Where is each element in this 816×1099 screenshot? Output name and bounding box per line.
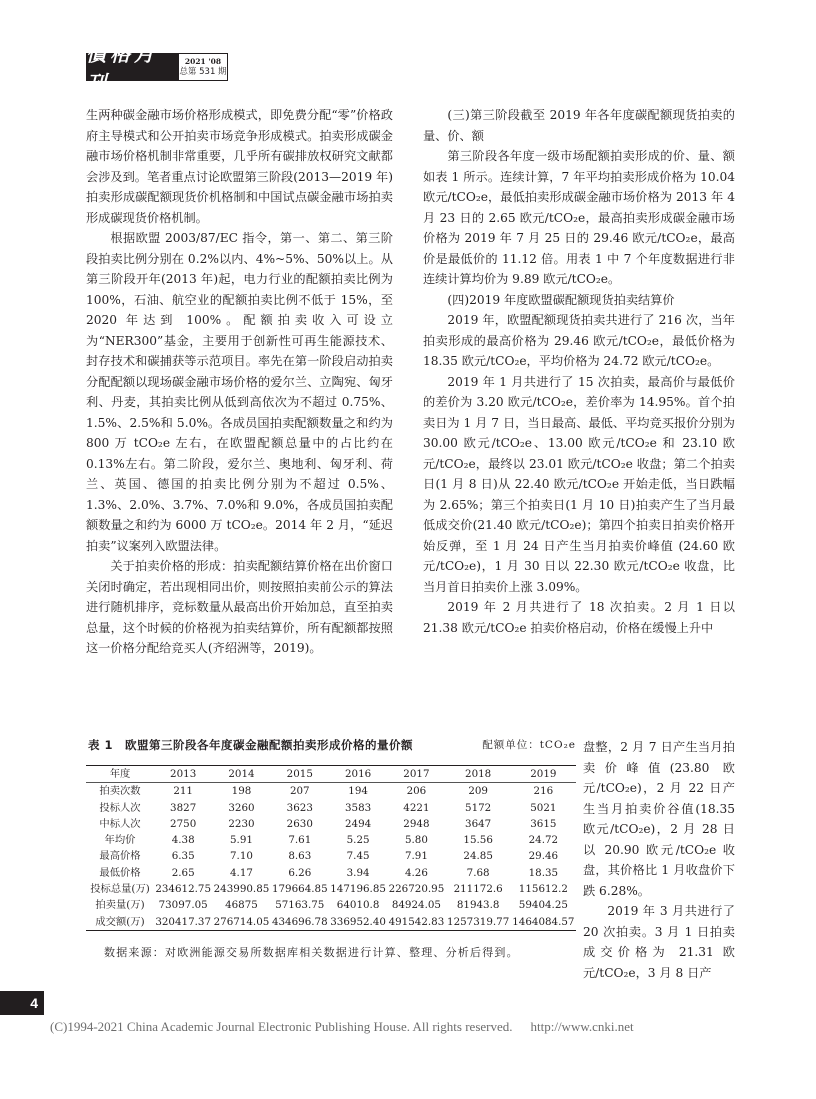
table-header-cell: 2014 [228, 768, 255, 780]
table-cell: 84924.05 [391, 899, 441, 912]
issue-box [178, 53, 228, 81]
table-header-cell: 2018 [465, 768, 492, 780]
table-cell: 276714.05 [213, 915, 270, 928]
table-cell: 2630 [286, 817, 313, 830]
table-cell: 206 [406, 785, 427, 798]
paragraph: 盘整，2 月 7 日产生当月拍卖价峰值(23.80 欧元/tCO₂e)，2 月 22 日产生当月拍卖价谷值(18.35 欧元/tCO₂e)，2 月 28 日以 20.90 欧元/tCO₂e 收盘，其价格比 1 月收盘价下跌 6.28%。 [583, 740, 735, 898]
table-cell: 216 [533, 785, 554, 798]
table-cell: 3260 [228, 801, 255, 814]
left-column [86, 105, 393, 659]
table-row [86, 865, 576, 881]
table-cell: 81943.8 [456, 899, 500, 912]
section-heading: (三)第三阶段截至 2019 年各年度碳配额现货拍卖的量、价、额 [423, 108, 735, 143]
table-header-cell: 2013 [170, 768, 197, 780]
table-row [86, 800, 576, 816]
table-cell: 243990.85 [213, 883, 270, 896]
table-cell: 320417.37 [155, 915, 211, 928]
table-row [86, 848, 576, 864]
table-cell: 209 [468, 785, 488, 798]
row-label: 年均价 [104, 834, 136, 847]
row-label: 成交额(万) [95, 915, 145, 928]
table-source-note: 数据来源：对欧洲能源交易所数据库相关数据进行计算、整理、分析后得到。 [104, 946, 519, 959]
table-cell: 64010.8 [336, 899, 380, 912]
row-label: 拍卖次数 [99, 785, 141, 798]
table-cell: 8.63 [288, 850, 312, 863]
table-cell: 1257319.77 [447, 915, 510, 928]
journal-masthead [86, 42, 228, 95]
paragraph: 2019 年 2 月共进行了 18 次拍卖。2 月 1 日以 21.38 欧元/tCO₂e 拍卖价格启动，价格在缓慢上升中 [423, 600, 735, 635]
table-cell: 2948 [403, 817, 430, 830]
table-cell: 3.94 [346, 866, 370, 879]
table-cell: 207 [289, 785, 310, 798]
table-cell: 336952.40 [330, 915, 386, 928]
page-number: 4 [0, 991, 44, 1015]
table-cell: 2750 [170, 817, 197, 830]
table-cell: 179664.85 [271, 883, 328, 896]
section-heading: (四)2019 年度欧盟碳配额现货拍卖结算价 [447, 292, 675, 307]
table-cell: 3583 [344, 801, 372, 814]
table-row [86, 816, 576, 832]
paragraph: 2019 年，欧盟配额现货拍卖共进行了 216 次，当年拍卖形成的最高价格为 29.46 欧元/tCO₂e，最低价格为 18.35 欧元/tCO₂e，平均价格为 24.72 欧元/tCO₂e。 [423, 313, 735, 368]
table-cell: 198 [231, 785, 252, 798]
table-title: 表 1 欧盟第三阶段各年度碳金融配额拍卖形成价格的量价额 [88, 738, 414, 752]
issue-year: 2021 '08 [184, 57, 222, 66]
table-row [86, 881, 576, 897]
table-cell: 2230 [228, 817, 255, 830]
row-label: 中标人次 [99, 817, 141, 830]
row-label: 投标总量(万) [90, 883, 150, 896]
table-cell: 7.10 [230, 850, 253, 863]
table-row [86, 897, 576, 913]
table-cell: 24.85 [463, 850, 493, 863]
table-cell: 3647 [465, 817, 492, 830]
table-cell: 5.91 [230, 834, 253, 847]
table-header-cell: 2015 [286, 768, 313, 780]
right-column-narrow [583, 737, 735, 983]
table-cell: 3623 [286, 801, 313, 814]
table-cell: 7.91 [404, 850, 428, 863]
table-cell: 3615 [530, 817, 557, 830]
copyright-text: (C)1994-2021 China Academic Journal Electronic Publishing House. All rights reserved. [50, 1019, 513, 1034]
table-header-cell: 2017 [403, 768, 430, 780]
table-row [86, 783, 576, 800]
table-cell: 59404.25 [518, 899, 568, 912]
paragraph: 生两种碳金融市场价格形成模式，即免费分配“零”价格政府主导模式和公开拍卖市场竞争形成模式。拍卖形成碳金融市场价格机制非常重要，几乎所有碳排放权研究文献都会涉及到。笔者重点讨论欧盟第三阶段(2013—2019 年)拍卖形成碳配额现货价机格制和中国试点碳金融市场拍卖形成碳现货价格机制。 [86, 108, 393, 225]
table-cell: 3827 [170, 801, 197, 814]
table-cell: 211172.6 [453, 883, 503, 896]
table-cell: 2494 [344, 817, 372, 830]
paragraph: 关于拍卖价格的形成：拍卖配额结算价格在出价窗口关闭时确定，若出现相同出价，则按照拍卖前公示的算法进行随机排序，竞标数量从最高出价开始加总，直至拍卖总量，这个时候的价格视为拍卖结算价，所有配额都按照这一价格分配给竞买人(齐绍洲等，2019)。 [86, 559, 393, 655]
table-cell: 194 [348, 785, 368, 798]
paragraph: 根据欧盟 2003/87/EC 指令，第一、第二、第三阶段拍卖比例分别在 0.2%以内、4%~5%、50%以上。从第三阶段开年(2013 年)起，电力行业的配额拍卖比例为 100%，石油、航空业的配额拍卖比例不低于 15%，至 2020 年达到 100%。配额拍卖收入可设立为“NER300”基金，主要用于创新性可再生能源技术、封存技术和碳捕获等示范项目。率先在第一阶段启动拍卖分配配额以现场碳金融市场价格的爱尔兰、立陶宛、匈牙利、丹麦，其拍卖比例从低到高依次为不超过 0.75%、1.5%、2.5%和 5.0%。各成员国拍卖配额数量之和约为 800 万 tCO₂e 左右，在欧盟配额总量中的占比约在 0.13%左右。第二阶段，爱尔兰、奥地利、匈牙利、荷兰、英国、德国的拍卖比例分别为不超过 0.5%、1.3%、2.0%、3.7%、7.0%和 9.0%，各成员国拍卖配额数量之和约为 6000 万 tCO₂e。2014 年 2 月，“延迟拍卖”议案列入欧盟法律。 [86, 231, 393, 553]
table-cell: 2.65 [171, 866, 195, 879]
table-cell: 24.72 [528, 834, 559, 847]
issue-total: 总第 531 期 [179, 67, 227, 77]
table-cell: 5.25 [346, 834, 370, 847]
table-cell: 46875 [225, 899, 258, 912]
row-label: 拍卖量(万) [95, 899, 145, 912]
right-column [423, 105, 735, 638]
table-caption [88, 737, 576, 753]
table-row [86, 914, 576, 931]
table-cell: 7.61 [288, 834, 312, 847]
table-cell: 115612.2 [518, 883, 568, 896]
table-cell: 491542.83 [388, 915, 445, 928]
table-cell: 4.17 [230, 866, 253, 879]
table-cell: 7.45 [346, 850, 370, 863]
copyright-footer [50, 1019, 634, 1035]
table-cell: 4.26 [404, 866, 428, 879]
journal-title: 價格月刊 [86, 53, 178, 81]
paragraph: 2019 年 1 月共进行了 15 次拍卖，最高价与最低价的差价为 3.20 欧元/tCO₂e，差价率为 14.95%。首个拍卖日为 1 月 7 日，当日最高、最低、平均竞买报价分别为 30.00 欧元/tCO₂e、13.00 欧元/tCO₂e 和 23.10 欧元/tCO₂e，最终以 23.01 欧元/tCO₂e 收盘；第二个拍卖日(1 月 8 日)从 22.40 欧元/tCO₂e 开始走低，当日跌幅为 2.65%；第三个拍卖日(1 月 10 日)拍卖产生了当月最低成交价(21.40 欧元/tCO₂e)；第四个拍卖日拍卖价格开始反弹，至 1 月 24 日产生当月拍卖价峰值 (24.60 欧元/tCO₂e)，1 月 30 日以 22.30 欧元/tCO₂e 收盘，比当月首日拍卖价上涨 3.09%。 [423, 374, 735, 594]
table-cell: 234612.75 [155, 883, 211, 896]
table-cell: 6.26 [288, 866, 312, 879]
table-cell: 434696.78 [271, 915, 328, 928]
table-cell: 6.35 [171, 850, 195, 863]
table-cell: 5172 [465, 801, 492, 814]
table-cell: 73097.05 [158, 899, 208, 912]
table-header-cell: 2016 [344, 768, 372, 780]
table-cell: 226720.95 [388, 883, 445, 896]
table-cell: 15.56 [463, 834, 493, 847]
table-cell: 5021 [530, 801, 557, 814]
table-cell: 147196.85 [330, 883, 386, 896]
table-cell: 4221 [403, 801, 430, 814]
row-label: 最低价格 [99, 866, 141, 879]
table-cell: 29.46 [528, 850, 559, 863]
paragraph: 第三阶段各年度一级市场配额拍卖形成的价、量、额如表 1 所示。连续计算，7 年平均拍卖形成价格为 10.04 欧元/tCO₂e，最低拍卖形成碳金融市场价格为 2013 年 4 月 23 日的 2.65 欧元/tCO₂e，最高拍卖形成碳金融市场价格为 2019 年 7 月 25 日的 29.46 欧元/tCO₂e，最高价是最低价的 11.12 倍。用表 1 中 7 个年度数据进行非连续计算均价为 9.89 欧元/tCO₂e。 [423, 149, 735, 286]
table-header-row [86, 766, 576, 783]
footer-url: http://www.cnki.net [530, 1019, 634, 1034]
data-table [86, 765, 576, 931]
table-cell: 18.35 [528, 866, 559, 879]
paragraph: 2019 年 3 月共进行了 20 次拍卖。3 月 1 日拍卖成交价格为 21.31 欧元/tCO₂e，3 月 8 日产 [583, 904, 735, 980]
table-row [86, 832, 576, 848]
table-cell: 7.68 [466, 866, 490, 879]
table-cell: 4.38 [171, 834, 195, 847]
table-cell: 5.80 [404, 834, 428, 847]
table-cell: 57163.75 [275, 899, 325, 912]
row-label: 最高价格 [99, 850, 141, 863]
table-header-cell: 2019 [530, 768, 557, 780]
table-cell: 211 [173, 785, 193, 798]
table-cell: 1464084.57 [512, 915, 575, 928]
table-header-cell: 年度 [109, 768, 131, 780]
row-label: 投标人次 [99, 801, 141, 814]
table-unit: 配额单位：tCO₂e [482, 739, 576, 751]
